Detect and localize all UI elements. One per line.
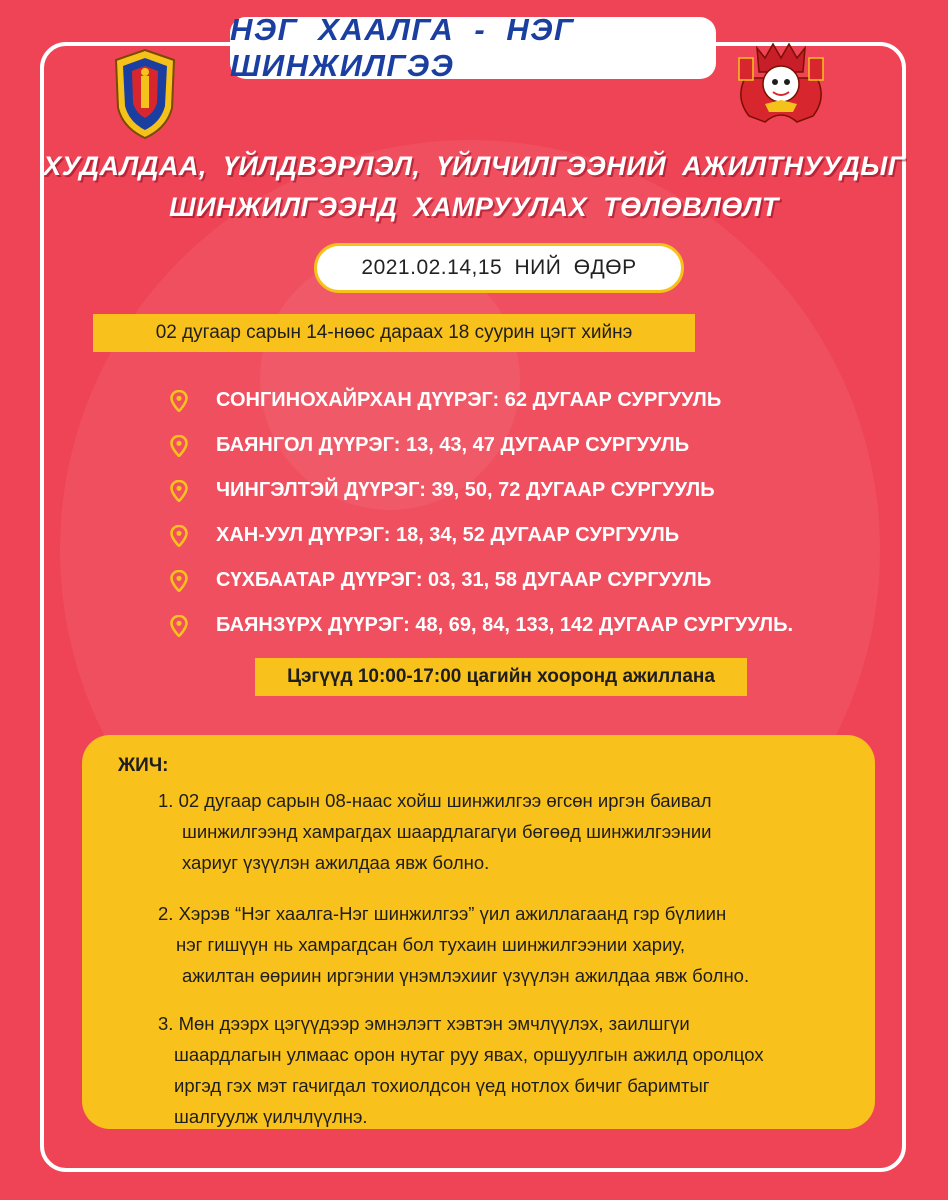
location-pin-icon (170, 570, 188, 592)
list-item (170, 423, 890, 468)
location-label: СҮХБААТАР ДҮҮРЭГ: 03, 31, 58 ДУГААР СУРГУУЛЬ (216, 569, 712, 591)
headline-line-1: ХУДАЛДАА, ҮЙЛДВЭРЛЭЛ, ҮЙЛЧИЛГЭЭНИЙ АЖИЛТНУУДЫГ (43, 151, 905, 181)
location-label: БАЯНЗҮРХ ДҮҮРЭГ: 48, 69, 84, 133, 142 ДУГААР СУРГУУЛЬ. (216, 614, 794, 636)
list-item (170, 513, 890, 558)
hours-banner-text: Цэгүүд 10:00-17:00 цагийн хооронд ажиллана (287, 666, 715, 687)
note-line: шалгуулж үилчлүүлнэ. (174, 1106, 368, 1127)
list-item (170, 558, 890, 603)
header-title: НЭГ ХААЛГА - НЭГ ШИНЖИЛГЭЭ (230, 12, 575, 83)
location-label: СОНГИНОХАЙРХАН ДҮҮРЭГ: 62 ДУГААР СУРГУУЛЬ (216, 389, 722, 411)
intro-banner-text: 02 дугаар сарын 14-нөөс дараах 18 суурин цэгт хийнэ (155, 322, 633, 343)
note-line: 1. 02 дугаар сарын 08-наас хойш шинжилгээ өгсөн иргэн баивал (158, 790, 712, 811)
location-label: БАЯНГОЛ ДҮҮРЭГ: 13, 43, 47 ДУГААР СУРГУУЛЬ (216, 434, 690, 456)
note-line: нэг гишүүн нь хамрагдсан бол тухаин шинжилгээнии хариу, (176, 934, 685, 955)
note-line: иргэд гэх мэт гачигдал тохиолдсон үед нотлох бичиг баримтыг (174, 1075, 710, 1096)
list-item (170, 468, 890, 513)
note-line: шаардлагын улмаас орон нутаг руу явах, оршуулгын ажилд оролцох (174, 1044, 764, 1065)
location-list (170, 378, 890, 648)
ulaanbaatar-emblem-icon (735, 38, 827, 124)
location-pin-icon (170, 615, 188, 637)
date-text: 2021.02.14,15 НИЙ ӨДӨР (361, 256, 637, 279)
note-line: ажилтан өөриин иргэнии үнэмлэхииг үзүүлэн ажилдаа явж болно. (182, 965, 750, 986)
header-pill (230, 12, 716, 83)
location-pin-icon (170, 480, 188, 502)
list-item (170, 378, 890, 423)
list-item (170, 603, 890, 648)
note-line: 2. Хэрэв “Нэг хаалга-Нэг шинжилгээ” үил ажиллагаанд гэр бүлиин (158, 903, 727, 924)
location-label: ЧИНГЭЛТЭЙ ДҮҮРЭГ: 39, 50, 72 ДУГААР СУРГУУЛЬ (216, 479, 715, 501)
notes-box (82, 735, 875, 1129)
note-line: 3. Мөн дээрх цэгүүдээр эмнэлэгт хэвтэн эмчлүүлэх, заилшгүи (158, 1013, 690, 1034)
note-line: хариуг үзүүлэн ажилдаа явж болно. (182, 852, 490, 873)
location-pin-icon (170, 435, 188, 457)
note-line: шинжилгээнд хамрагдах шаардлагагүи бөгөөд шинжилгээнии (182, 821, 712, 842)
hours-banner (255, 658, 747, 696)
intro-banner (93, 314, 695, 352)
location-label: ХАН-УУЛ ДҮҮРЭГ: 18, 34, 52 ДУГААР СУРГУУЛЬ (216, 524, 680, 546)
location-pin-icon (170, 525, 188, 547)
notes-title: ЖИЧ: (118, 755, 169, 776)
location-pin-icon (170, 390, 188, 412)
police-emblem-icon (112, 48, 178, 140)
headline-line-2: ШИНЖИЛГЭЭНД ХАМРУУЛАХ ТӨЛӨВЛӨЛТ (169, 192, 779, 222)
date-pill (314, 243, 684, 293)
